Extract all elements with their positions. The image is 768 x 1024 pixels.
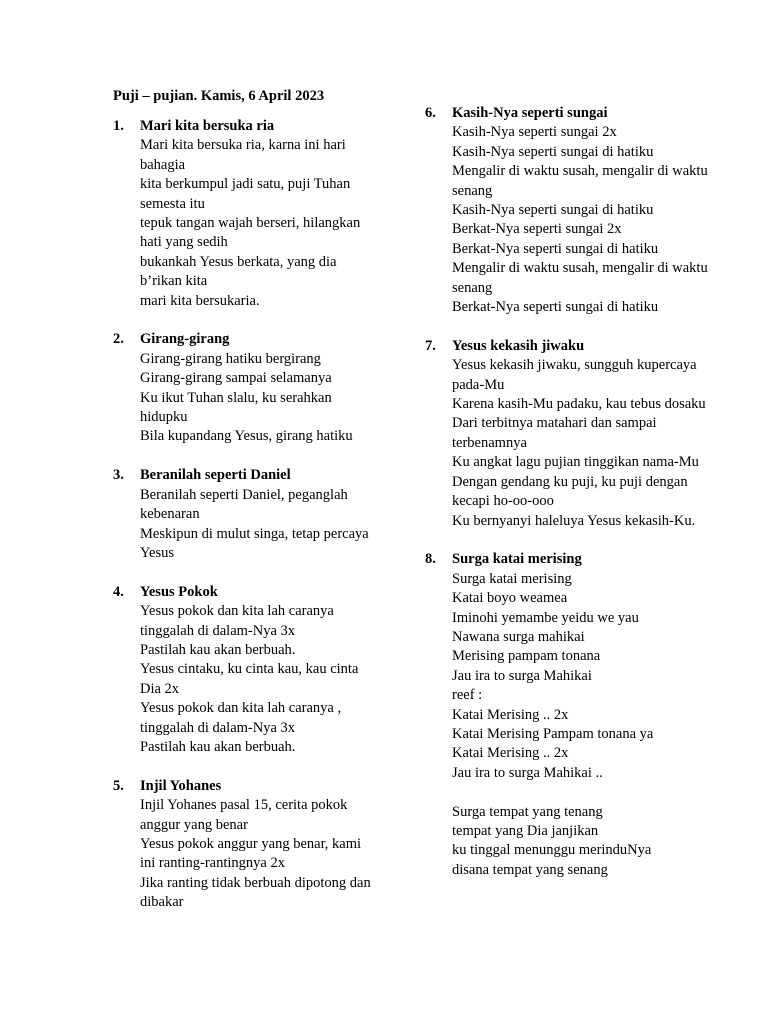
lyric-line: Mari kita bersuka ria, karna ini hari bahagia <box>140 137 346 173</box>
lyric-line: Jika ranting tidak berbuah dipotong dan dibakar <box>140 874 371 911</box>
lyric-line: Yesus pokok anggur yang benar, kami ini ranting-rantingnya 2x <box>140 835 362 872</box>
lyric-line: Bila kupandang Yesus, girang hatiku <box>140 428 353 445</box>
song-title: Yesus kekasih jiwaku <box>452 337 585 354</box>
left-column <box>113 117 375 932</box>
lyric-line: Ku bernyanyi haleluya Yesus kekasih-Ku. <box>452 512 696 529</box>
lyric-line: bukankah Yesus berkata, yang dia b’rikan kita <box>140 253 337 290</box>
song-number: 5. <box>113 777 124 794</box>
right-column <box>425 104 725 900</box>
lyric-line: Jau ira to surga Mahikai .. <box>452 764 603 781</box>
song-number: 7. <box>425 337 436 354</box>
song-item <box>113 466 375 563</box>
lyric-line: tepuk tangan wajah berseri, hilangkan hati yang sedih <box>140 215 361 251</box>
lyric-line: Kasih-Nya seperti sungai 2x <box>452 124 617 141</box>
song-item <box>425 337 725 531</box>
lyric-line: Berkat-Nya seperti sungai di hatiku <box>452 299 659 316</box>
song-title: Injil Yohanes <box>140 777 222 794</box>
lyric-line: Katai Merising Pampam tonana ya <box>452 725 654 742</box>
lyric-line: Girang-girang hatiku bergirang <box>140 350 321 367</box>
song-number: 8. <box>425 551 436 568</box>
song-number: 1. <box>113 118 124 134</box>
lyric-line: reef : <box>452 687 483 704</box>
song-title: Kasih-Nya seperti sungai <box>452 105 608 121</box>
lyric-line: Beranilah seperti Daniel, peganglah kebenaran <box>140 486 348 523</box>
lyric-line: Yesus cintaku, ku cinta kau, kau cinta Dia 2x <box>140 661 359 697</box>
song-number: 4. <box>113 583 124 600</box>
lyric-line: Injil Yohanes pasal 15, cerita pokok anggur yang benar <box>140 797 348 833</box>
lyric-line: Mengalir di waktu susah, mengalir di waktu senang <box>452 163 708 199</box>
lyric-line: Yesus pokok dan kita lah caranya , tinggalah di dalam-Nya 3x <box>140 700 342 736</box>
lyric-line: Iminohi yemambe yeidu we yau <box>452 609 639 626</box>
lyric-line: Merising pampam tonana <box>452 648 601 665</box>
document-title: Puji – pujian. Kamis, 6 April 2023 <box>113 88 325 104</box>
lyric-line: Meskipun di mulut singa, tetap percaya Yesus <box>140 525 369 561</box>
lyric-line: Surga katai merising <box>452 570 572 587</box>
lyric-line: Ku ikut Tuhan slalu, ku serahkan hidupku <box>140 389 332 426</box>
lyric-line: Nawana surga mahikai <box>452 628 585 645</box>
lyric-line: disana tempat yang senang <box>452 861 608 878</box>
lyric-line: Dari terbitnya matahari dan sampai terbenamnya <box>452 415 657 451</box>
lyric-line: mari kita bersukaria. <box>140 292 260 309</box>
song-item <box>113 777 375 913</box>
lyric-line: Katai Merising .. 2x <box>452 706 569 723</box>
lyric-line: Jau ira to surga Mahikai <box>452 667 592 684</box>
song-item <box>425 550 725 880</box>
lyric-line: Dengan gendang ku puji, ku puji dengan kecapi ho-oo-ooo <box>452 473 688 510</box>
song-item <box>113 330 375 446</box>
lyric-line: Girang-girang sampai selamanya <box>140 370 332 387</box>
lyric-line: Yesus pokok dan kita lah caranya tinggalah di dalam-Nya 3x <box>140 603 334 639</box>
lyric-line: kita berkumpul jadi satu, puji Tuhan semesta itu <box>140 176 351 212</box>
song-item <box>425 104 725 317</box>
lyric-line: Ku angkat lagu pujian tinggikan nama-Mu <box>452 454 699 471</box>
lyric-line: Berkat-Nya seperti sungai 2x <box>452 221 622 238</box>
lyric-line: Yesus kekasih jiwaku, sungguh kupercaya pada-Mu <box>452 357 697 393</box>
song-title: Surga katai merising <box>452 551 582 568</box>
lyric-line: Kasih-Nya seperti sungai di hatiku <box>452 202 654 219</box>
stanza-gap <box>452 783 725 802</box>
lyric-line: ku tinggal menunggu merinduNya <box>452 842 652 859</box>
lyric-line: Katai boyo weamea <box>452 590 568 607</box>
lyric-line: Berkat-Nya seperti sungai di hatiku <box>452 240 659 257</box>
song-number: 6. <box>425 105 436 121</box>
lyric-line: Katai Merising .. 2x <box>452 745 569 762</box>
song-number: 2. <box>113 331 124 348</box>
lyric-line: Pastilah kau akan berbuah. <box>140 738 296 755</box>
song-title: Yesus Pokok <box>140 583 218 600</box>
song-title: Beranilah seperti Daniel <box>140 467 291 484</box>
lyric-line: Karena kasih-Mu padaku, kau tebus dosaku <box>452 396 706 413</box>
song-item <box>113 117 375 311</box>
lyric-line: tempat yang Dia janjikan <box>452 822 599 839</box>
song-title: Mari kita bersuka ria <box>140 118 275 134</box>
lyric-line: Surga tempat yang tenang <box>452 803 603 820</box>
song-item <box>113 583 375 758</box>
song-number: 3. <box>113 467 124 484</box>
song-title: Girang-girang <box>140 331 230 348</box>
lyric-line: Pastilah kau akan berbuah. <box>140 641 296 658</box>
lyric-line: Kasih-Nya seperti sungai di hatiku <box>452 143 654 160</box>
lyric-line: Mengalir di waktu susah, mengalir di waktu senang <box>452 260 708 296</box>
